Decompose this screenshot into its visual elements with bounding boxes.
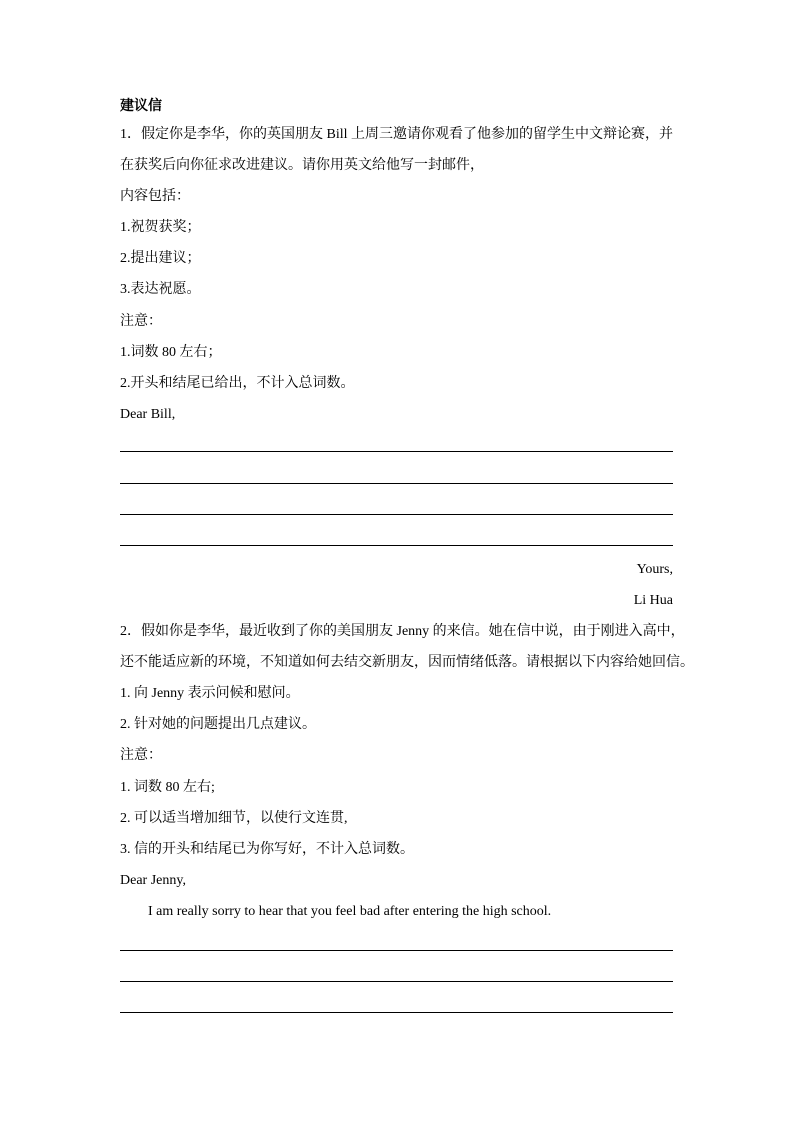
task2-opening-sentence: I am really sorry to hear that you feel bad after entering the high school. xyxy=(148,904,552,919)
task2-prompt-line-2: 还不能适应新的环境，不知道如何去结交新朋友，因而情绪低落。请根据以下内容给她回信。 xyxy=(120,655,694,670)
task1-prompt-line-2: 在获奖后向你征求改进建议。请你用英文给他写一封邮件， xyxy=(120,158,484,173)
task2-notes-label: 注意： xyxy=(120,748,162,763)
writing-line xyxy=(120,451,673,452)
writing-line xyxy=(120,545,673,546)
task1-item-3: 3.表达祝愿。 xyxy=(120,282,201,297)
task2-prompt-line-1: 2．假如你是李华，最近收到了你的美国朋友 Jenny 的来信。她在信中说，由于刚进入高中， xyxy=(120,624,685,639)
writing-line xyxy=(120,950,673,951)
task1-item-2: 2.提出建议； xyxy=(120,251,201,266)
task2-note-3: 3. 信的开头和结尾已为你写好，不计入总词数。 xyxy=(120,842,414,857)
task1-notes-label: 注意： xyxy=(120,314,162,329)
document-title: 建议信 xyxy=(120,99,162,114)
writing-line xyxy=(120,483,673,484)
task1-prompt-line-1: 1．假定你是李华，你的英国朋友 Bill 上周三邀请你观看了他参加的留学生中文辩论赛，并 xyxy=(120,127,674,142)
task1-note-2: 2.开头和结尾已给出，不计入总词数。 xyxy=(120,376,355,391)
task1-closing: Yours, xyxy=(636,562,673,577)
task2-note-2: 2. 可以适当增加细节，以使行文连贯, xyxy=(120,811,348,826)
task1-signature: Li Hua xyxy=(633,593,673,608)
task2-item-1: 1. 向 Jenny 表示问候和慰问。 xyxy=(120,686,300,701)
task1-salutation: Dear Bill, xyxy=(120,407,176,422)
task2-item-2: 2. 针对她的问题提出几点建议。 xyxy=(120,717,316,732)
writing-line xyxy=(120,1012,673,1013)
task1-note-1: 1.词数 80 左右； xyxy=(120,345,222,360)
task2-note-1: 1. 词数 80 左右; xyxy=(120,780,215,795)
task2-salutation: Dear Jenny, xyxy=(120,873,186,888)
writing-line xyxy=(120,514,673,515)
task1-item-1: 1.祝贺获奖； xyxy=(120,220,201,235)
writing-line xyxy=(120,981,673,982)
task1-content-label: 内容包括： xyxy=(120,189,190,204)
